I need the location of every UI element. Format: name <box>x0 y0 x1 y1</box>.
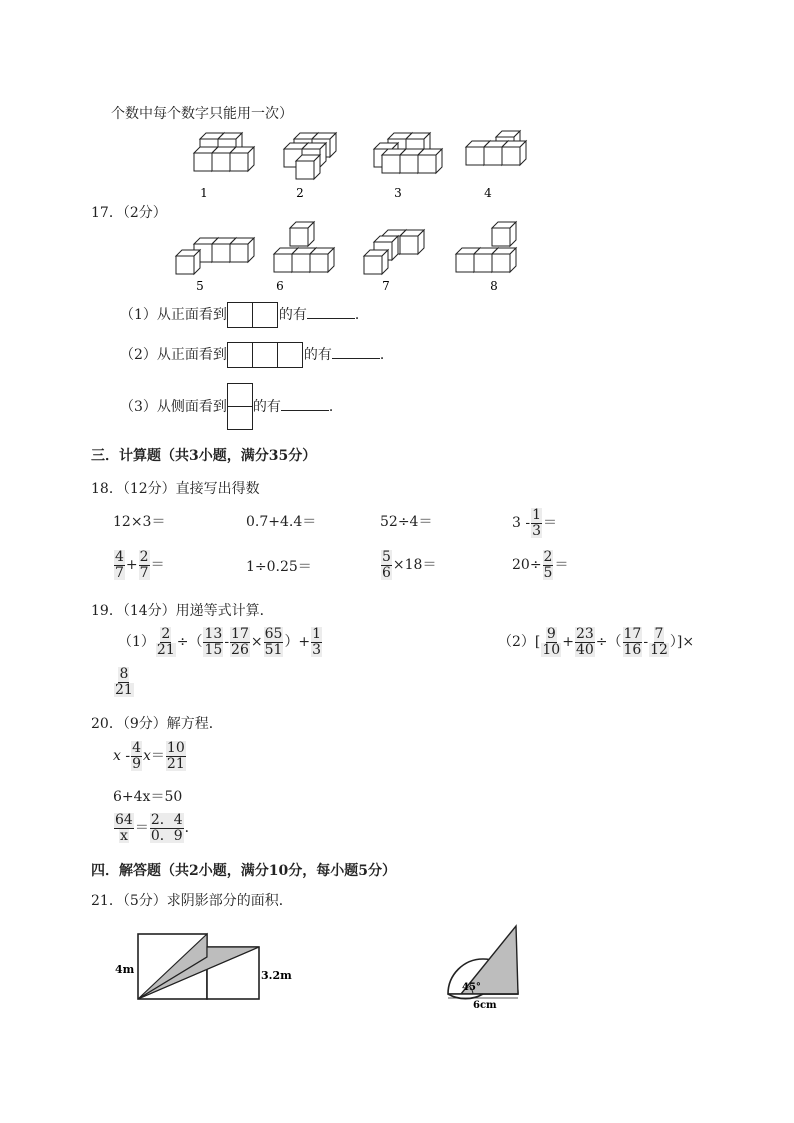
q20-eq-c: $\frac{64}{x}$ ＝ $\frac{2.4}{0.9}$ ． <box>115 812 199 844</box>
q19-part1: （1） $\frac{2}{21}$ ÷（ $\frac{13}{15}$ - $\frac{17}{26}$ × $\frac{65}{51}$ ）+ $\frac{1}{3}$ <box>118 626 322 658</box>
cube-figure-7 <box>364 230 424 274</box>
q18-head: 18．（12分）直接写出得数 <box>91 481 260 497</box>
q17-part3: （3）从侧面看到 的有 ． <box>120 384 343 430</box>
q18-e6: 1÷0.25＝ <box>246 559 312 575</box>
q18-e4: 3 - $\frac{1}{3}$ ＝ <box>512 507 558 539</box>
answer-blank-3[interactable] <box>281 398 329 411</box>
answer-blank-2[interactable] <box>332 346 380 359</box>
q17-part1: （1）从正面看到 的有 ． <box>120 302 369 328</box>
q17-head: 17．（2分） <box>91 205 167 221</box>
cube-figure-6 <box>274 222 334 272</box>
view-three-squares-icon <box>228 342 303 368</box>
answer-blank-1[interactable] <box>307 306 355 319</box>
cube-figure-8 <box>456 222 516 272</box>
q17-part2: （2）从正面看到 的有 ． <box>120 342 394 368</box>
view-two-squares-icon <box>228 302 278 328</box>
fig-label-6: 6 <box>276 279 284 293</box>
cube-figure-4 <box>466 131 526 165</box>
section-3-title: 三．计算题（共3小题，满分35分） <box>91 448 317 464</box>
label-4m: 4m <box>115 963 135 976</box>
q18-e3: 52÷4＝ <box>380 514 433 530</box>
q20-eq-b: 6+4x＝50 <box>113 789 183 805</box>
label-6cm: 6cm <box>473 1000 497 1010</box>
fig-label-4: 4 <box>484 186 492 200</box>
q21-head: 21．（5分）求阴影部分的面积． <box>91 893 293 909</box>
cube-figure-3 <box>374 133 442 173</box>
q18-e2: 0.7+4.4＝ <box>246 514 317 530</box>
q16-tail-text: 个数中每个数字只能用一次） <box>111 106 293 122</box>
q19-head: 19．（14分）用递等式计算． <box>91 603 274 619</box>
fig-label-1: 1 <box>200 186 208 200</box>
cube-figures-top <box>180 125 540 210</box>
fig-label-3: 3 <box>394 186 402 200</box>
q20-head: 20．（9分）解方程． <box>91 716 223 732</box>
section-4-title: 四．解答题（共2小题，满分10分，每小题5分） <box>91 863 396 879</box>
label-3-2m: 3.2m <box>261 969 292 982</box>
fig-label-2: 2 <box>296 186 304 200</box>
q18-e7: $\frac{5}{6}$ ×18＝ <box>382 549 437 581</box>
cube-figure-5 <box>176 238 254 274</box>
q18-e1: 12×3＝ <box>113 514 166 530</box>
cube-figures-q17 <box>170 218 540 296</box>
q19-part2: （2）[ $\frac{9}{10}$ + $\frac{23}{40}$ ÷（ $\frac{17}{16}$ - $\frac{7}{12}$ ）]× <box>498 626 695 658</box>
fig-label-7: 7 <box>382 279 390 293</box>
cube-figure-2 <box>284 133 336 179</box>
q21-figure-squares <box>112 925 302 1007</box>
fig-label-8: 8 <box>490 279 498 293</box>
label-45deg: 45° <box>462 982 481 993</box>
q18-e8: 20÷ $\frac{2}{5}$ ＝ <box>512 549 569 581</box>
q18-e5: $\frac{4}{7}$ + $\frac{2}{7}$ ＝ <box>115 549 165 581</box>
fig-label-5: 5 <box>196 279 204 293</box>
view-vertical-squares-icon <box>227 384 253 430</box>
q20-eq-a: x - $\frac{4}{9}$ x＝ $\frac{10}{21}$ <box>113 740 185 772</box>
q21-figure-semicircle <box>440 922 530 1010</box>
cube-figure-1 <box>194 133 254 171</box>
q19-part2-tail: $\frac{8}{21}$ <box>115 666 133 698</box>
